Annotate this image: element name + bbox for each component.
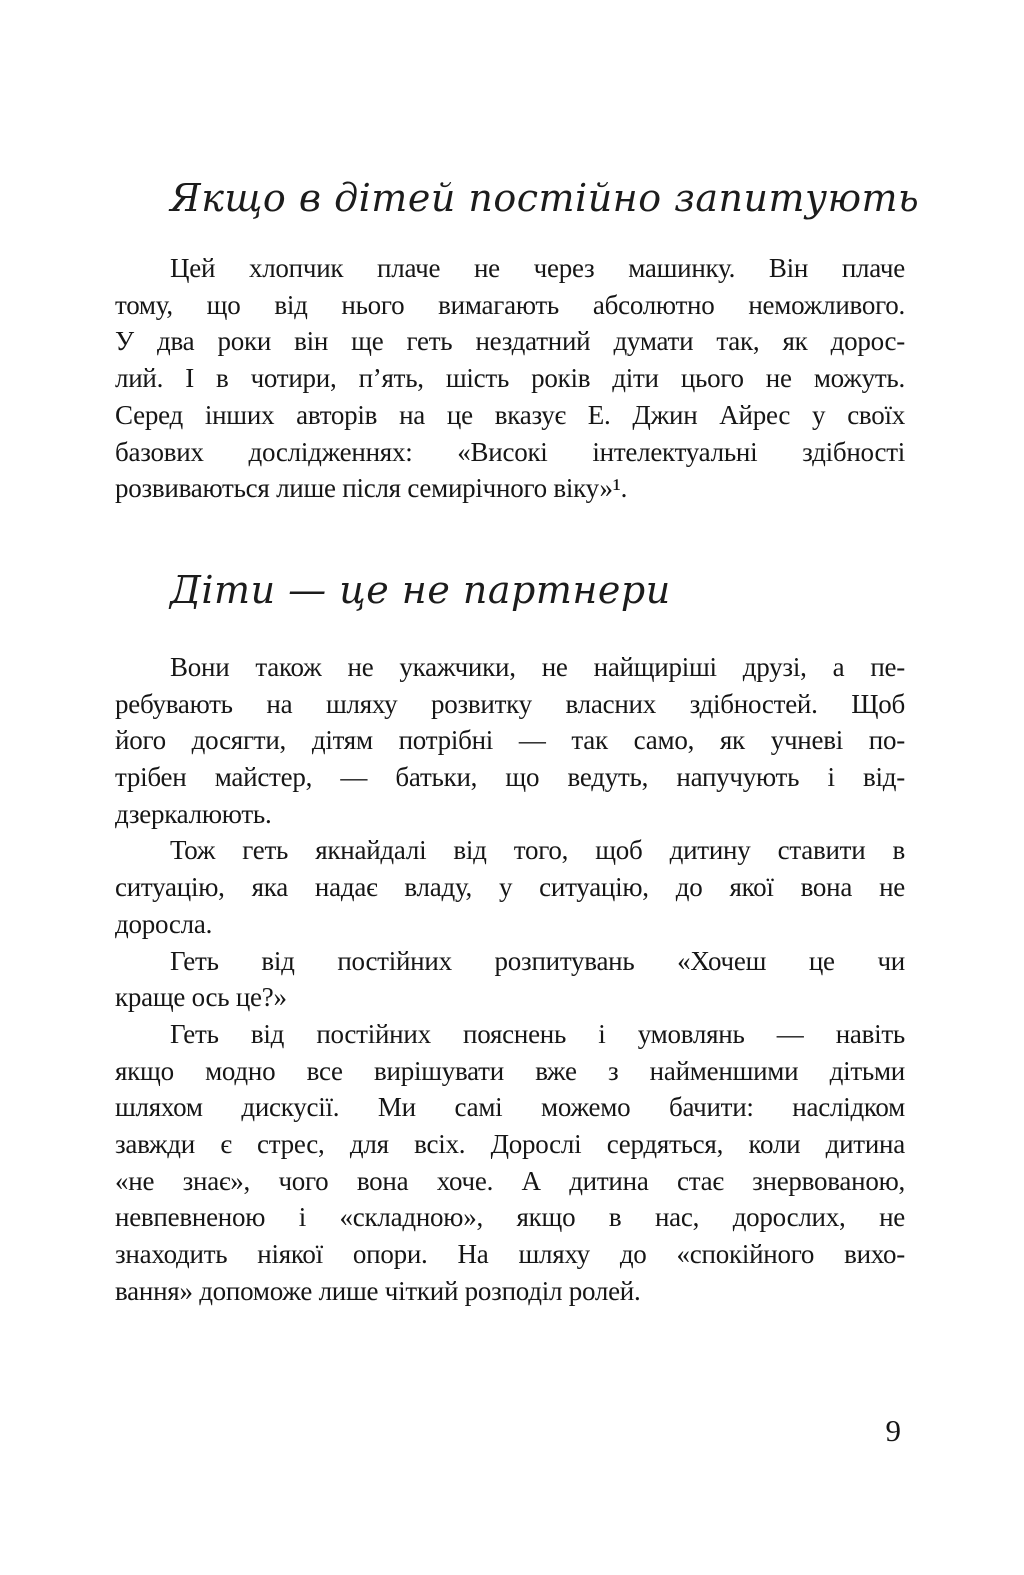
text-line: вання» допоможе лише чіткий розподіл ролей. [115, 1275, 641, 1306]
text-line: Геть від постійних розпитувань «Хочеш це чи [170, 945, 905, 976]
text-line: знаходить ніякої опори. На шляху до «спокійного вихо- [115, 1239, 905, 1270]
text-line: тому, що від нього вимагають абсолютно неможливого. [115, 289, 905, 320]
text-line: Цей хлопчик плаче не через машинку. Він плаче [170, 253, 905, 283]
text-line: Геть від постійних пояснень і умовлянь — навіть [170, 1018, 905, 1049]
paragraph [115, 943, 905, 1016]
text-line: Серед інших авторів на це вказує Е. Джин Айрес у своїх [115, 399, 905, 430]
text-line: його досягти, дітям потрібні — так само, як учневі по- [115, 725, 905, 756]
text-line: якщо модно все вирішувати вже з найменшими дітьми [115, 1055, 905, 1086]
text-line: лий. І в чотири, п’ять, шість років діти цього не можуть. [115, 363, 905, 394]
text-line: Вони також не укажчики, не найщиріші друзі, а пе- [170, 651, 905, 682]
text-line: трібен майстер, — батьки, що ведуть, напучують і від- [115, 762, 905, 793]
text-line: невпевненою і «складною», якщо в нас, дорослих, не [115, 1202, 905, 1233]
text-line: шляхом дискусії. Ми самі можемо бачити: наслідком [115, 1092, 905, 1123]
section-heading: Діти — це не партнери [170, 567, 671, 612]
paragraph [115, 832, 905, 942]
text-line: ребувають на шляху розвитку власних здібностей. Щоб [115, 688, 905, 719]
paragraph [115, 1016, 905, 1310]
text-line: доросла. [115, 908, 213, 939]
text-line: ситуацію, яка надає владу, у ситуацію, до якої вона не [115, 872, 905, 903]
text-line: розвиваються лише після семирічного віку»¹. [115, 473, 628, 504]
page-number: 9 [885, 1413, 901, 1448]
section-heading: Якщо в дітей постійно запитують [170, 176, 920, 220]
paragraph [115, 250, 905, 507]
text-line: краще ось це?» [115, 982, 287, 1013]
text-line: «не знає», чого вона хоче. А дитина стає знервованою, [115, 1165, 905, 1196]
text-line: Тож геть якнайдалі від того, щоб дитину ставити в [170, 835, 905, 866]
text-line: У два роки він ще геть нездатний думати так, як дорос- [115, 326, 905, 357]
text-line: завжди є стрес, для всіх. Дорослі сердяться, коли дитина [115, 1129, 905, 1160]
text-line: дзеркалюють. [115, 798, 272, 829]
text-line: базових дослідженнях: «Високі інтелектуальні здібності [115, 436, 905, 467]
paragraph [115, 649, 905, 833]
text-block [115, 172, 920, 1310]
